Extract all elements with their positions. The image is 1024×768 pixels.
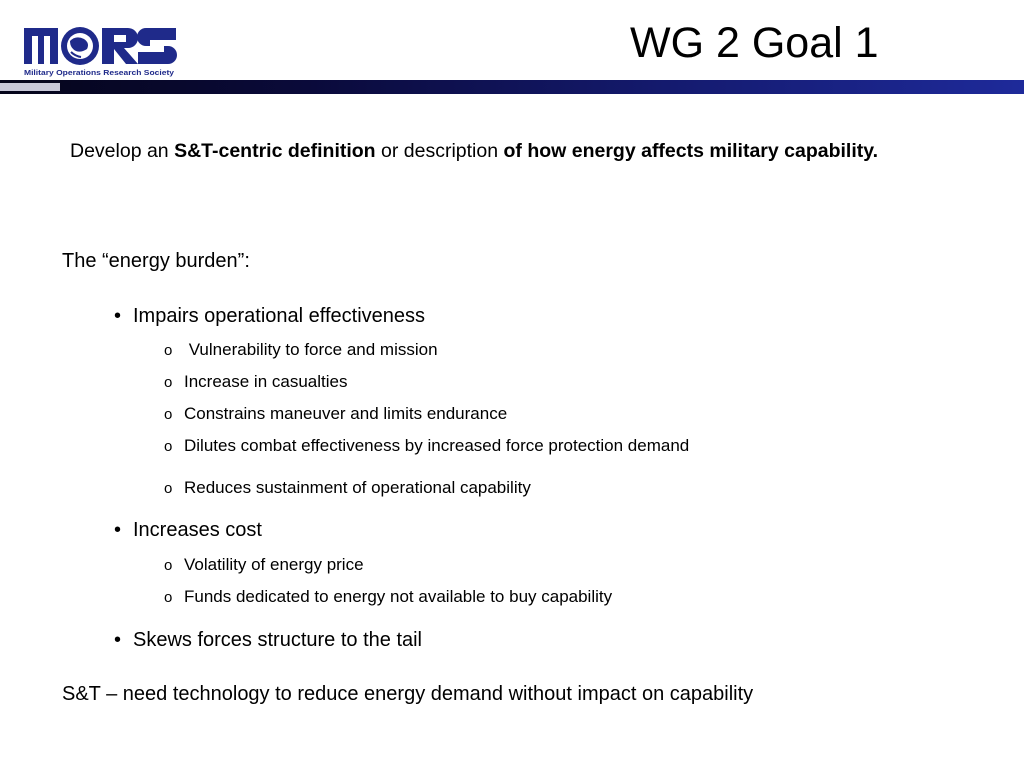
intro-text-1: Develop an [70,140,175,162]
sub-bullet-label: Constrains maneuver and limits endurance [184,404,508,423]
sub-bullet-item [164,339,438,362]
header-bar [0,80,1024,94]
sub-bullet-item [164,554,364,577]
intro-bold-1: S&T-centric definition [174,140,376,162]
bullet-item [114,627,422,653]
bullet-label: Increases cost [133,519,262,541]
sub-bullet-item [164,403,507,426]
logo-caption: Military Operations Research Society [24,68,175,77]
sub-bullet-label: Reduces sustainment of operational capability [184,478,531,497]
sub-bullet-label: Volatility of energy price [184,555,364,574]
sub-bullet-item [164,477,531,500]
sub-bullet-label: Vulnerability to force and mission [184,340,438,359]
sub-bullet-label: Dilutes combat effectiveness by increased force protection demand [184,436,690,455]
sub-bullet-label: Funds dedicated to energy not available to buy capability [184,587,613,606]
intro-text-2: or description [375,140,504,162]
bullet-item [114,517,262,543]
sub-bullet-icon: o [164,342,173,359]
bullet-label: Skews forces structure to the tail [133,629,423,651]
bullet-icon: • [114,629,122,651]
energy-burden-heading: The “energy burden”: [62,250,250,272]
sub-bullet-icon: o [164,438,173,455]
bullet-icon: • [114,305,122,327]
sub-bullet-item [164,435,689,458]
sub-bullet-item [164,586,612,609]
header-bar-accent [0,83,60,91]
sub-bullet-icon: o [164,374,173,391]
mors-logo [24,22,180,78]
sub-bullet-label: Increase in casualties [184,372,348,391]
conclusion-text: S&T – need technology to reduce energy demand without impact on capability [62,683,754,705]
slide-title: WG 2 Goal 1 [630,19,879,67]
sub-bullet-item [164,371,347,394]
bullet-label: Impairs operational effectiveness [133,305,426,327]
sub-bullet-icon: o [164,406,173,423]
sub-bullet-icon: o [164,480,173,497]
bullet-item [114,303,425,329]
intro-bold-2: of how energy affects military capability. [503,140,879,162]
sub-bullet-icon: o [164,589,173,606]
bullet-icon: • [114,519,122,541]
sub-bullet-icon: o [164,557,173,574]
goal-statement [70,137,950,165]
